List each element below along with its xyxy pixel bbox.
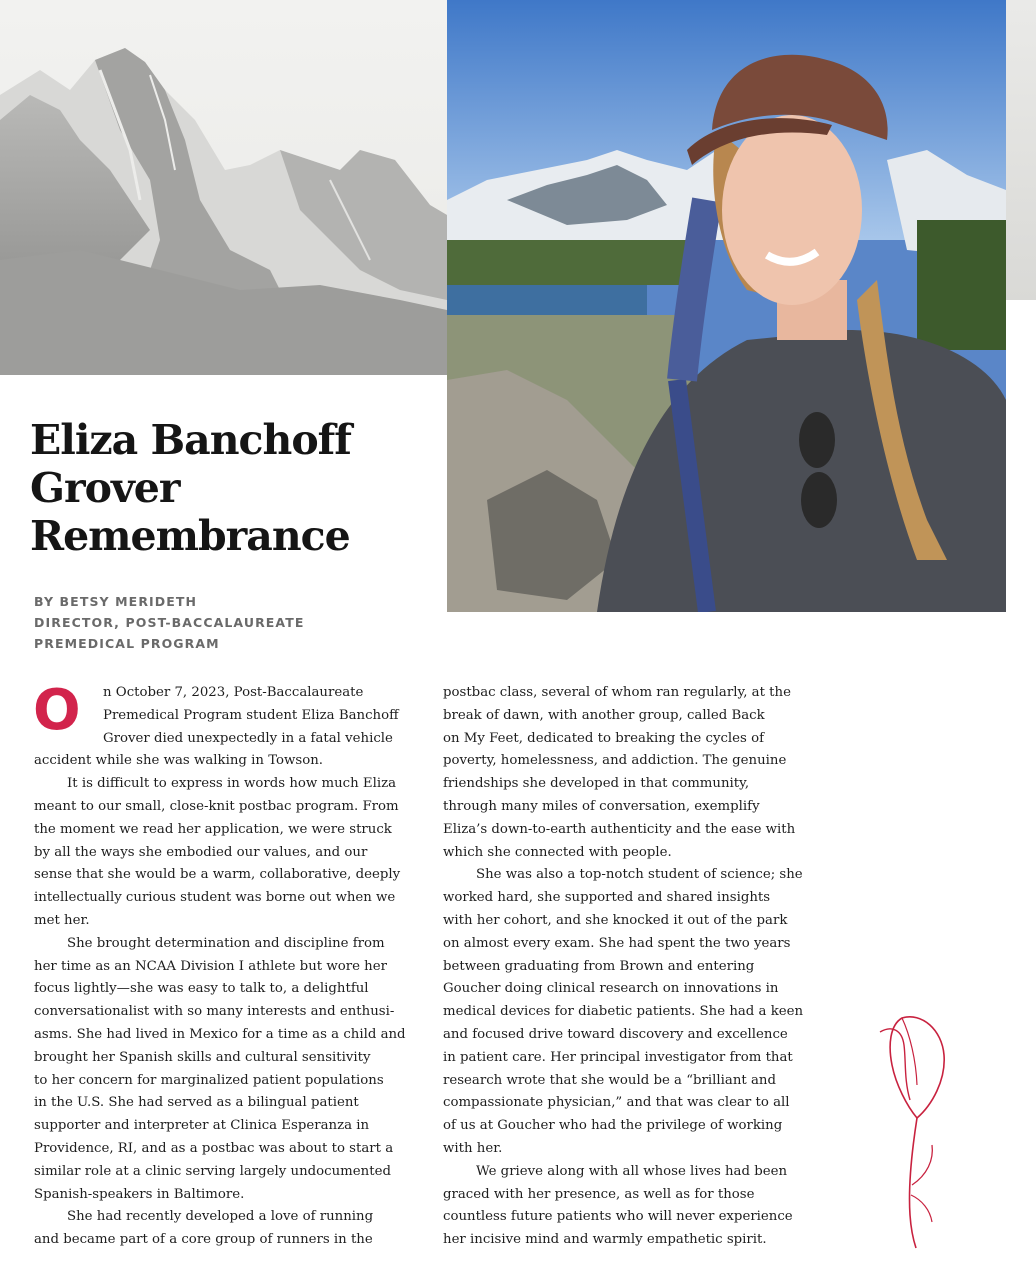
article-column-2 [443,682,821,1252]
body-line: in the U.S. She had served as a bilingual patient [34,1095,359,1111]
body-line: graced with her presence, as well as for those [443,1186,755,1202]
body-line: postbac class, several of whom ran regularly, at the [443,685,791,700]
body-line: the moment we read her application, we were struck [34,821,392,837]
body-line: her incisive mind and warmly empathetic spirit. [443,1232,767,1248]
body-line: by all the ways she embodied our values, and our [34,844,368,860]
body-line: Premedical Program student Eliza Banchoff [103,707,399,723]
body-line: research wrote that she would be a “brilliant and [443,1072,776,1088]
body-line: and became part of a core group of runners in the [34,1232,373,1248]
body-line: between graduating from Brown and entering [443,958,755,974]
title-line: Grover [30,464,180,512]
byline-author: BY BETSY MERIDETH [34,594,198,609]
body-line: n October 7, 2023, Post-Baccalaureate [103,685,364,700]
byline-role: DIRECTOR, POST-BACCALAUREATE [34,615,305,630]
article-title [30,416,430,560]
body-line: focus lightly—she was easy to talk to, a delightful [34,981,369,997]
body-line: She brought determination and discipline from [67,935,385,951]
mountain-banner-image [0,0,447,375]
body-line: her time as an NCAA Division I athlete but wore her [34,958,387,974]
body-line: on almost every exam. She had spent the two years [443,935,791,951]
portrait-photo [447,0,1006,612]
body-line: accident while she was walking in Towson. [34,753,324,769]
body-line: asms. She had lived in Mexico for a time as a child and [34,1026,406,1042]
body-line: in patient care. Her principal investigator from that [443,1049,793,1065]
body-line: on My Feet, dedicated to breaking the cycles of [443,730,765,746]
body-line: of us at Goucher who had the privilege of working [443,1118,783,1134]
body-line: and focused drive toward discovery and excellence [443,1026,788,1042]
body-line: sense that she would be a warm, collaborative, deeply [34,867,401,883]
body-line: Providence, RI, and as a postbac was about to start a [34,1140,394,1156]
body-line: countless future patients who will never experience [443,1209,793,1225]
body-line: Spanish-speakers in Baltimore. [34,1186,245,1202]
body-line: intellectually curious student was borne out when we [34,890,396,906]
body-line: Eliza’s down-to-earth authenticity and the ease with [443,821,796,837]
title-line: Eliza Banchoff [30,416,351,464]
body-line: Goucher doing clinical research on innovations in [443,981,779,997]
title-line: Remembrance [30,512,350,560]
body-line: It is difficult to express in words how much Eliza [67,776,397,792]
body-line: supporter and interpreter at Clinica Esperanza in [34,1118,370,1134]
body-line: with her. [443,1140,503,1156]
body-line: brought her Spanish skills and cultural sensitivity [34,1049,371,1065]
body-line: compassionate physician,” and that was clear to all [443,1095,790,1111]
body-line: meant to our small, close-knit postbac program. From [34,798,399,814]
article-column-1 [33,678,422,1252]
body-line: met her. [34,912,90,928]
body-line: with her cohort, and she knocked it out of the park [443,912,788,928]
body-line: similar role at a clinic serving largely undocumented [34,1163,391,1179]
body-line: through many miles of conversation, exemplify [443,798,760,814]
body-line: friendships she developed in that community, [443,776,750,792]
drop-cap: O [33,678,81,743]
body-line: conversationalist with so many interests and enthusi- [34,1004,395,1020]
body-line: worked hard, she supported and shared insights [443,890,771,906]
body-line: Grover died unexpectedly in a fatal vehicle [103,730,393,746]
calla-lily-icon [872,1010,952,1250]
mountain-illustration [0,0,447,375]
byline [34,591,414,654]
body-line: She had recently developed a love of running [67,1209,374,1225]
body-line: medical devices for diabetic patients. She had a keen [443,1004,804,1020]
body-line: to her concern for marginalized patient populations [34,1072,384,1088]
portrait-illustration [447,0,1006,612]
body-line: break of dawn, with another group, called Back [443,707,765,723]
body-line: which she connected with people. [443,844,672,860]
body-line: We grieve along with all whose lives had been [476,1163,788,1179]
byline-role: PREMEDICAL PROGRAM [34,636,220,651]
body-line: poverty, homelessness, and addiction. The genuine [443,753,787,769]
body-line: She was also a top-notch student of science; she [476,867,803,883]
adjacent-image-edge [1006,0,1036,300]
